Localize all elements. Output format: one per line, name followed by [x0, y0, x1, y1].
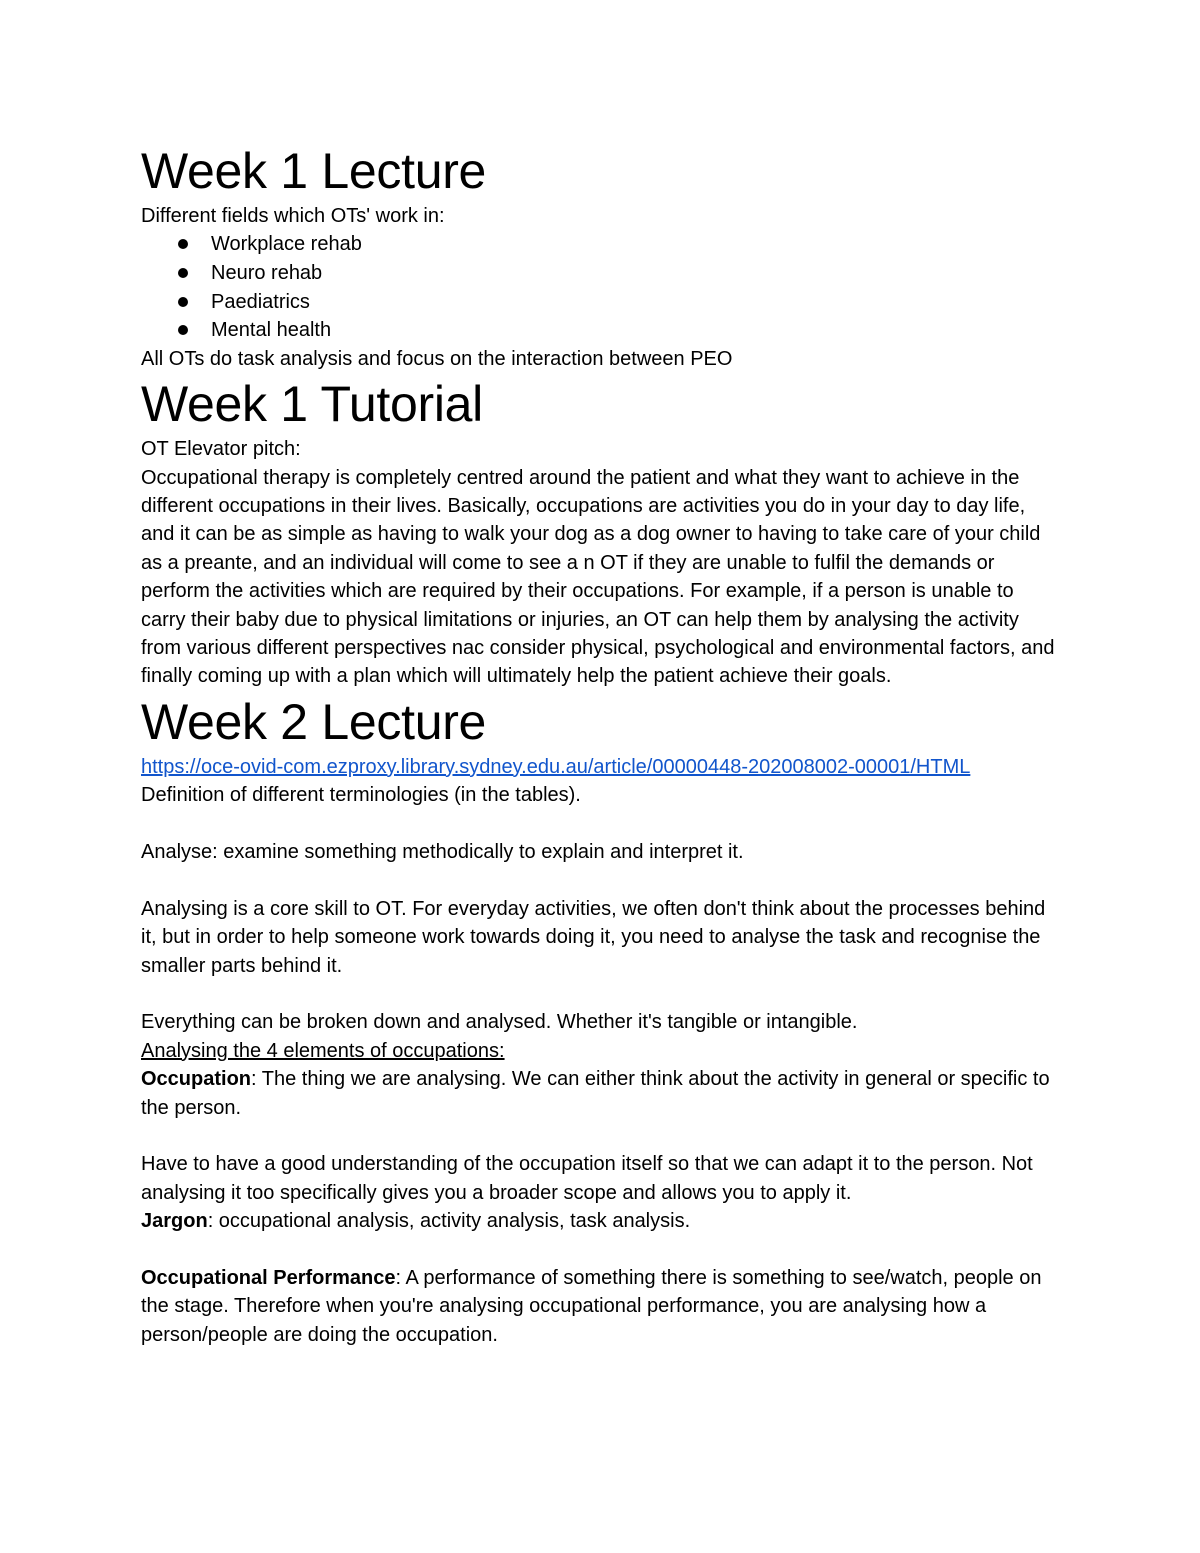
- fields-list: [141, 230, 1061, 344]
- peo-statement: All OTs do task analysis and focus on the interaction between PEO: [141, 347, 733, 370]
- jargon-paragraph: [141, 1207, 1061, 1235]
- performance-label: Occupational Performance: [141, 1267, 396, 1290]
- bullet-icon: [178, 297, 188, 307]
- list-item: [211, 288, 1061, 317]
- performance-paragraph: [141, 1264, 1061, 1349]
- list-item: [211, 230, 1061, 259]
- performance-text: : A performance of something there is something to see/watch, people on the stage. Therefore when you're analysing occupational performance, you are analysing how a person/people are doing the occupation.: [141, 1267, 1042, 1346]
- list-item: [211, 259, 1061, 288]
- blank-line: [141, 1122, 1061, 1150]
- heading-week1-lecture: Week 1 Lecture: [141, 143, 487, 199]
- blank-line: [141, 810, 1061, 838]
- everything-analysed: Everything can be broken down and analysed. Whether it's tangible or intangible.: [141, 1011, 858, 1034]
- article-link-paragraph: [141, 753, 1061, 781]
- fields-intro: Different fields which OTs' work in:: [141, 205, 445, 227]
- list-item-text: Paediatrics: [211, 290, 310, 313]
- bullet-icon: [178, 268, 188, 278]
- document-page: [141, 140, 1061, 1349]
- elevator-pitch-label: OT Elevator pitch:: [141, 438, 301, 461]
- occupation-label: Occupation: [141, 1068, 252, 1091]
- analyse-definition: Analyse: examine something methodically to explain and interpret it.: [141, 841, 744, 864]
- bullet-icon: [178, 325, 188, 335]
- elevator-pitch-text: Occupational therapy is completely centred around the patient and what they want to achieve in the different occupations in their lives. Basically, occupations are activities you do in your day to day life, and it can be as simple as having to walk your dog as a dog owner to having to take care of your child as a preante, and an individual will come to see a n OT if they are unable to fulfil the demands or perform the activities which are required by their occupations. For example, if a person is unable to carry their baby due to physical limitations or injuries, an OT can help them by analysing the activity from various different perspectives nac consider physical, psychological and environmental factors, and finally coming up with a plan which will ultimately help the patient achieve their goals.: [141, 466, 1055, 688]
- list-item-text: Neuro rehab: [211, 262, 323, 284]
- heading-week2-lecture: Week 2 Lecture: [141, 693, 487, 750]
- list-item-text: Workplace rehab: [211, 233, 362, 256]
- blank-line: [141, 866, 1061, 894]
- heading-week1-tutorial: Week 1 Tutorial: [141, 376, 483, 433]
- blank-line: [141, 980, 1061, 1008]
- analysing-core-skill: Analysing is a core skill to OT. For everyday activities, we often don't think about the processes behind it, but in order to help someone work towards doing it, you need to analyse the task and recognise the smaller parts behind it.: [141, 897, 1046, 977]
- elements-heading: Analysing the 4 elements of occupations:: [141, 1039, 505, 1062]
- occupation-paragraph: [141, 1065, 1061, 1122]
- article-link[interactable]: https://oce-ovid-com.ezproxy.library.sydney.edu.au/article/00000448-202008002-00001/HTML: [141, 755, 971, 778]
- occupation-text: : The thing we are analysing. We can either think about the activity in general or specific to the person.: [141, 1068, 1050, 1119]
- jargon-label: Jargon: [141, 1210, 208, 1233]
- bullet-icon: [178, 239, 188, 249]
- list-item-text: Mental health: [211, 319, 332, 342]
- definition-note: Definition of different terminologies (in the tables).: [141, 784, 581, 807]
- list-item: [211, 316, 1061, 345]
- blank-line: [141, 1236, 1061, 1264]
- understanding-paragraph: Have to have a good understanding of the occupation itself so that we can adapt it to the person. Not analysing it too specifically gives you a broader scope and allows you to apply it.: [141, 1153, 1033, 1204]
- jargon-text: : occupational analysis, activity analysis, task analysis.: [207, 1210, 691, 1233]
